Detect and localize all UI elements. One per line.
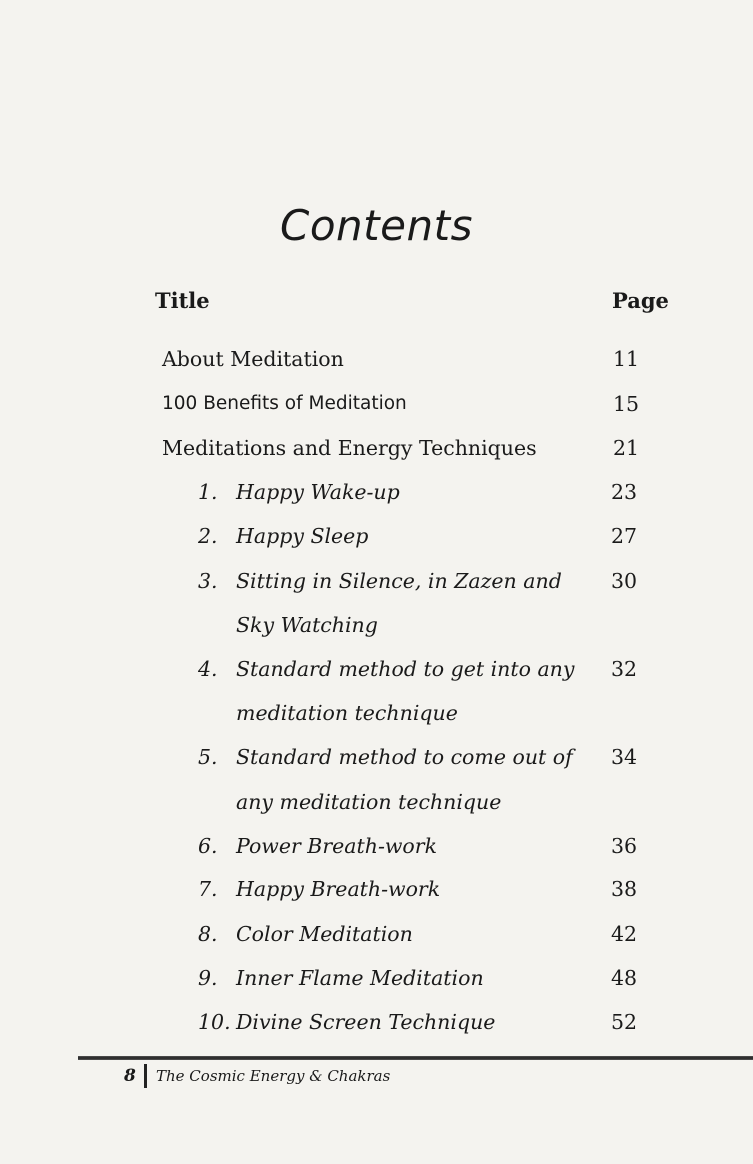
footer-page-number: 8 bbox=[124, 1066, 136, 1086]
toc-entry-page: 48 bbox=[611, 966, 638, 990]
toc-entry-number: 4. bbox=[198, 657, 218, 681]
footer-separator bbox=[144, 1064, 147, 1088]
title-column-header: Title bbox=[155, 288, 210, 313]
toc-entry-number: 5. bbox=[198, 745, 218, 769]
toc-entry-label: Happy Breath-work bbox=[236, 877, 441, 901]
toc-entry-page: 32 bbox=[611, 657, 638, 681]
footer-divider bbox=[78, 1056, 753, 1060]
toc-entry-page: 23 bbox=[611, 480, 638, 504]
toc-entry-number: 8. bbox=[198, 922, 218, 946]
toc-entry-label-continued: Sky Watching bbox=[236, 613, 378, 637]
toc-entry-page: 52 bbox=[611, 1010, 638, 1034]
toc-entry-label: Color Meditation bbox=[236, 922, 413, 946]
toc-entry-number: 9. bbox=[198, 966, 218, 990]
toc-entry-number: 10. bbox=[198, 1010, 231, 1034]
toc-entry-page: 38 bbox=[611, 877, 638, 901]
toc-entry-page: 11 bbox=[613, 347, 640, 371]
toc-entry-page: 15 bbox=[613, 392, 640, 416]
toc-entry-page: 36 bbox=[611, 834, 638, 858]
toc-entry-page: 34 bbox=[611, 745, 638, 769]
toc-entry-label: Inner Flame Meditation bbox=[236, 966, 484, 990]
toc-entry-number: 3. bbox=[198, 569, 218, 593]
toc-entry-number: 2. bbox=[198, 524, 218, 548]
toc-entry-label-continued: any meditation technique bbox=[236, 790, 502, 814]
toc-entry-page: 21 bbox=[613, 436, 640, 460]
toc-entry-label: About Meditation bbox=[162, 347, 344, 371]
toc-entry-number: 6. bbox=[198, 834, 218, 858]
toc-entry-number: 1. bbox=[198, 480, 218, 504]
toc-entry-label-continued: meditation technique bbox=[236, 701, 458, 725]
toc-entry-label: Sitting in Silence, in Zazen and bbox=[236, 569, 562, 593]
toc-entry-label: Divine Screen Technique bbox=[236, 1010, 496, 1034]
toc-entry-label: Standard method to get into any bbox=[236, 657, 575, 681]
toc-entry-label: Happy Wake-up bbox=[236, 480, 400, 504]
toc-entry-label: Happy Sleep bbox=[236, 524, 369, 548]
toc-entry-label: Power Breath-work bbox=[236, 834, 437, 858]
toc-entry-label: Meditations and Energy Techniques bbox=[162, 436, 537, 460]
page-title: Contents bbox=[280, 201, 473, 250]
toc-entry-label: Standard method to come out of bbox=[236, 745, 573, 769]
toc-entry-number: 7. bbox=[198, 877, 218, 901]
page-column-header: Page bbox=[612, 288, 669, 313]
toc-entry-page: 27 bbox=[611, 524, 638, 548]
toc-entry-page: 30 bbox=[611, 569, 638, 593]
toc-entry-label: 100 Benefits of Meditation bbox=[162, 393, 407, 414]
toc-entry-page: 42 bbox=[611, 922, 638, 946]
footer-book-title: The Cosmic Energy & Chakras bbox=[156, 1067, 391, 1085]
